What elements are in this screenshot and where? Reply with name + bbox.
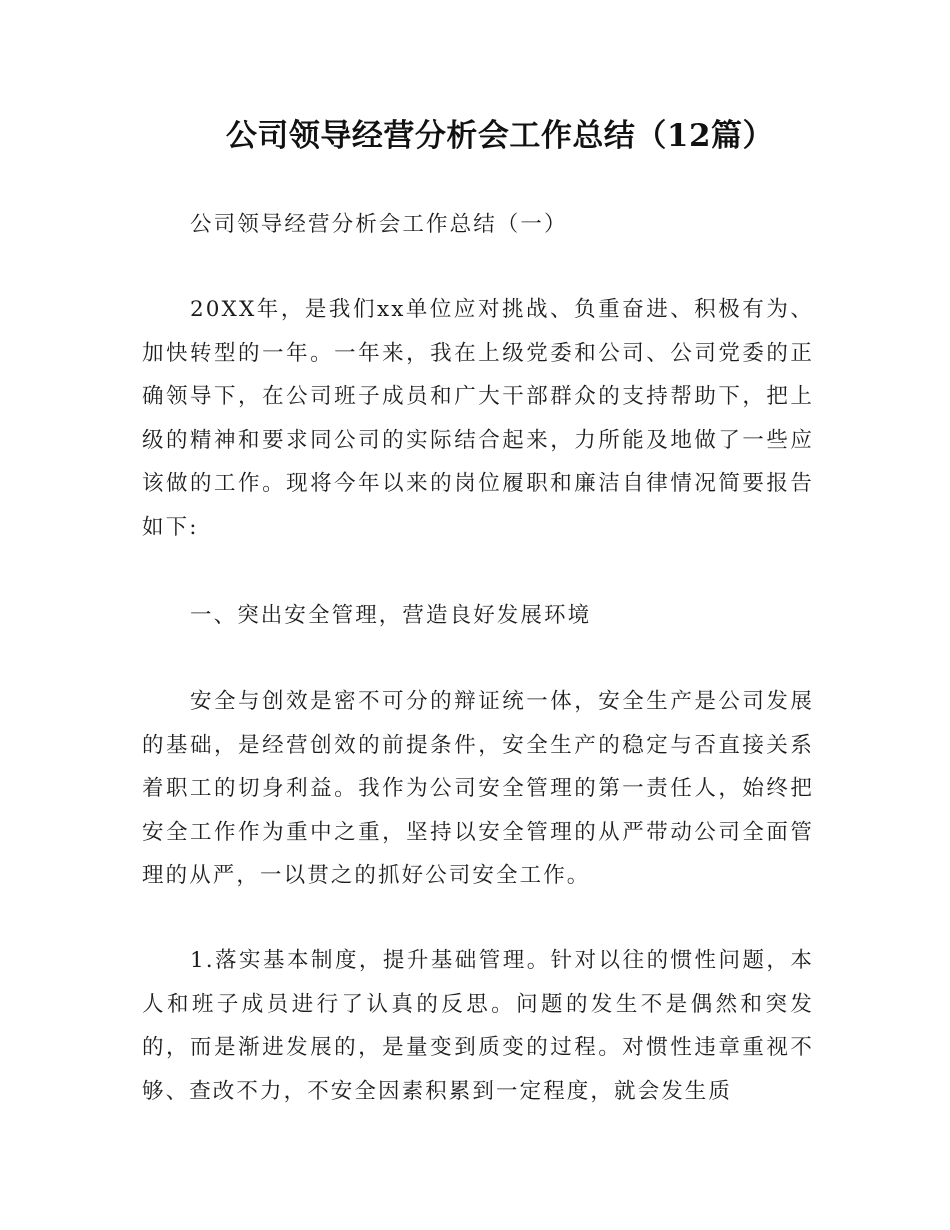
section-heading-1: 一、突出安全管理，营造良好发展环境 — [190, 603, 592, 628]
document-title: 公司领导经营分析会工作总结（12篇） — [225, 118, 775, 154]
item-1-paragraph: 1.落实基本制度，提升基础管理。针对以往的惯性问题，本人和班子成员进行了认真的反思。问题的发生不是偶然和突发的，而是渐进发展的，是量变到质变的过程。对惯性违章重视不够、查改不力，不安全因素积累到一定程度，就会发生质 — [142, 948, 814, 1104]
intro-paragraph: 20XX年，是我们xx单位应对挑战、负重奋进、积极有为、加快转型的一年。一年来，我在上级党委和公司、公司党委的正确领导下，在公司班子成员和广大干部群众的支持帮助下，把上级的精神和要求同公司的实际结合起来，力所能及地做了一些应该做的工作。现将今年以来的岗位履职和廉洁自律情况简要报告如下: — [142, 297, 814, 540]
safety-paragraph: 安全与创效是密不可分的辩证统一体，安全生产是公司发展的基础，是经营创效的前提条件，安全生产的稳定与否直接关系着职工的切身利益。我作为公司安全管理的第一责任人，始终把安全工作作为重中之重，坚持以安全管理的从严带动公司全面管理的从严，一以贯之的抓好公司安全工作。 — [142, 689, 814, 888]
document-subtitle: 公司领导经营分析会工作总结（一） — [190, 212, 568, 237]
